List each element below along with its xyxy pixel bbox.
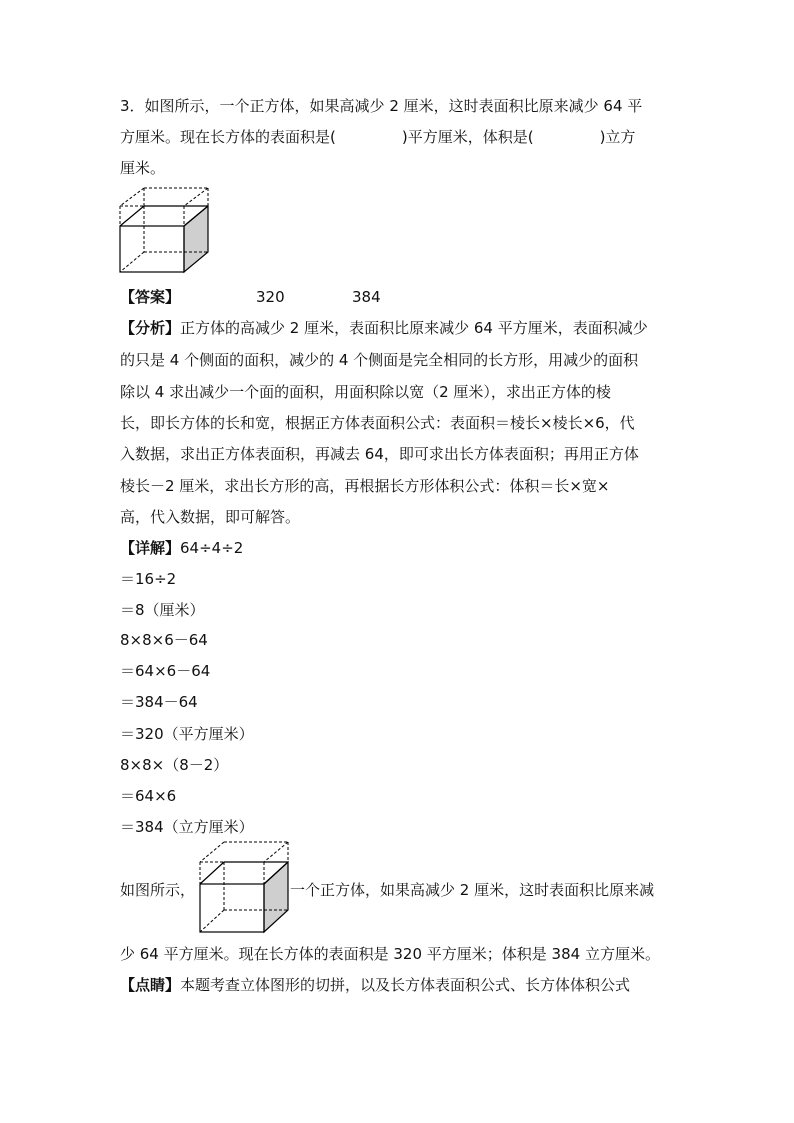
detail-step: ＝64×6－64	[120, 662, 211, 680]
summary-suffix: 一个正方体，如果高减少 2 厘米，这时表面积比原来减	[290, 881, 655, 899]
answer-label: 【答案】	[120, 288, 181, 306]
detail-line-1: 【详解】64÷4÷2	[120, 539, 244, 557]
question-line-2	[120, 127, 635, 147]
analysis-line-4: 长，即长方体的长和宽，根据正方体表面积公式：表面积＝棱长×棱长×6，代	[120, 414, 635, 432]
cube-figure-inline	[194, 840, 294, 936]
comment-text: 本题考查立体图形的切拼，以及长方体表面积公式、长方体体积公式	[180, 976, 631, 994]
summary-line-2: 少 64 平方厘米。现在长方体的表面积是 320 平方厘米；体积是 384 立方厘米。	[120, 945, 660, 963]
question-line-2-b: )平方厘米，体积是(	[401, 128, 534, 146]
detail-step: ＝384－64	[120, 693, 198, 711]
analysis-line-3: 除以 4 求出减少一个面的面积，用面积除以宽（2 厘米），求出正方体的棱	[120, 383, 611, 401]
question-line-1: 3．如图所示，一个正方体，如果高减少 2 厘米，这时表面积比原来减少 64 平	[120, 97, 643, 115]
question-line-2-c: )立方	[599, 128, 636, 146]
analysis-line-1: 【分析】正方体的高减少 2 厘米，表面积比原来减少 64 平方厘米，表面积减少	[120, 319, 648, 337]
answer-value-2: 384	[352, 288, 381, 306]
analysis-line-2: 的只是 4 个侧面的面积，减少的 4 个侧面是完全相同的长方形，用减少的面积	[120, 351, 639, 369]
summary-prefix: 如图所示，	[120, 881, 196, 899]
detail-step: 8×8×6－64	[120, 631, 208, 649]
detail-label: 【详解】	[120, 539, 181, 557]
answer-value-1: 320	[256, 288, 285, 306]
detail-step: ＝8（厘米）	[120, 601, 205, 619]
cube-figure	[116, 186, 216, 278]
detail-step: ＝64×6	[120, 787, 177, 805]
question-line-2-a: 方厘米。现在长方体的表面积是(	[120, 128, 336, 146]
detail-step: ＝384（立方厘米）	[120, 818, 254, 836]
analysis-label: 【分析】	[120, 319, 181, 337]
analysis-line-5: 入数据，求出正方体表面积，再减去 64，即可求出长方体表面积；再用正方体	[120, 445, 639, 463]
detail-step: ＝16÷2	[120, 570, 177, 588]
detail-step: ＝320（平方厘米）	[120, 725, 254, 743]
comment-label: 【点睛】	[120, 976, 181, 994]
detail-step: 8×8×（8－2）	[120, 756, 229, 774]
analysis-line-7: 高，代入数据，即可解答。	[120, 508, 301, 526]
comment-line	[120, 975, 630, 995]
question-line-3: 厘米。	[120, 159, 166, 177]
analysis-line-6: 棱长－2 厘米，求出长方形的高，再根据长方形体积公式：体积＝长×宽×	[120, 477, 610, 495]
